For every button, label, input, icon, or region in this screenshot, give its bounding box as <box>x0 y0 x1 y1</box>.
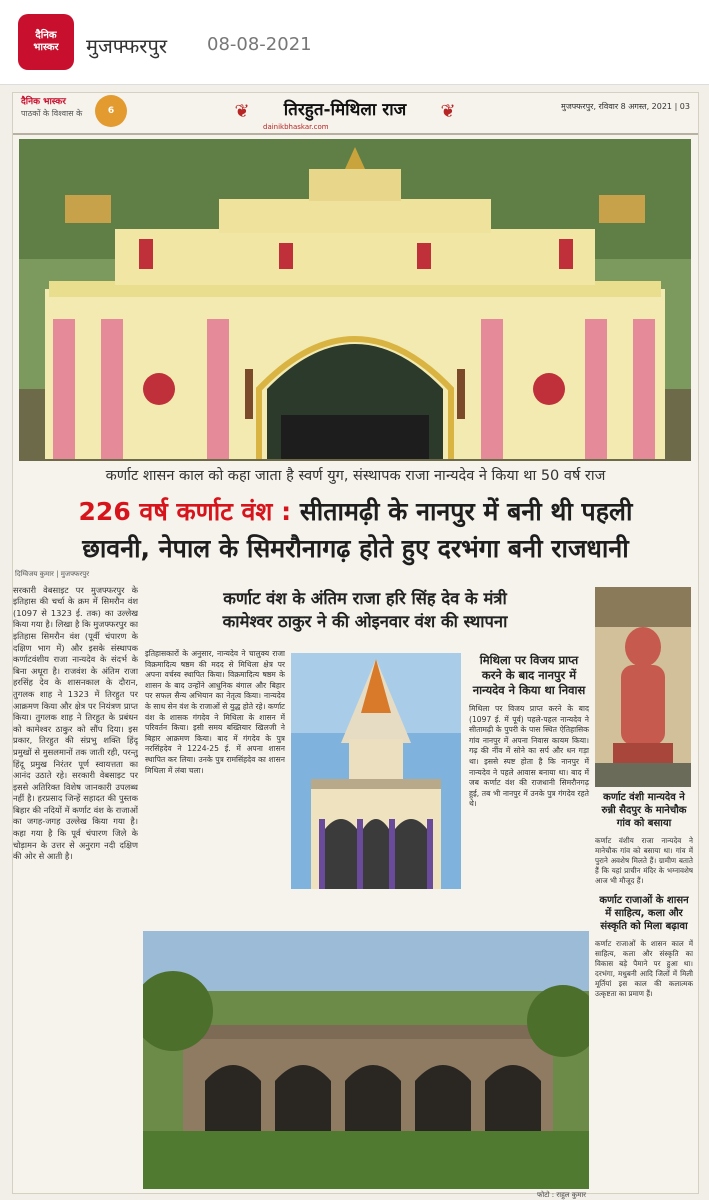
right-heading-2: कर्णाट राजाओं के शासन में साहित्य, कला और संस्कृति को मिला बढ़ावा <box>599 895 689 932</box>
side-story-box <box>469 653 589 810</box>
subheading: कर्णाट वंश के अंतिम राजा हरि सिंह देव के मंत्री कामेश्वर ठाकुर ने की ओइनवार वंश की स्थापना <box>222 589 508 631</box>
temple-photo <box>291 653 461 889</box>
photo-caption: कर्णाट शासन काल को कहा जाता है स्वर्ण युग, संस्थापक राजा नान्यदेव ने किया था 50 वर्ष राज <box>105 468 606 484</box>
right-text-1: कर्णाट वंशीय राजा नान्यदेव ने मानेचौक गांव को बसाया था। गांव में पुराने अवशेष मिलते हैं। ग्रामीण बताते हैं कि यहां प्राचीन मंदिर के भग्नावशेष आज भी मौजूद हैं। <box>595 836 693 885</box>
logo-line-1: दैनिक <box>35 30 57 41</box>
dainik-bhaskar-logo[interactable] <box>18 14 74 70</box>
app-header <box>0 0 709 85</box>
newspaper-page <box>12 92 699 1199</box>
photo-credit: फोटो : राहुल कुमार <box>537 1191 586 1199</box>
article-column-right <box>595 791 693 1191</box>
byline: दिग्विजय कुमार | मुजफ्फरपुर <box>15 570 90 578</box>
headline-line-2: छावनी, नेपाल के सिमरौनागढ़ होते हुए दरभंगा बनी राजधानी <box>82 534 629 563</box>
side-story-text: मिथिला पर विजय प्राप्त करने के बाद (1097 ई. में पूर्व) पहले-पहल नान्यदेव ने सीतामढ़ी के पुपरी के पास स्थित ऐतिहासिक गांव नानपुर में अपना निवास कायम किया। गढ़ की नींव में सोने का सर्प और धन गड़ा था। इससे स्पष्ट होता है कि नानपुर में नान्यदेव ने पहले आवास बनाया था। बाद में जब कर्णाट वंश की राजधानी सिमरौनगढ़ हुई, तब भी नानपुर में उनके पुत्र गंगदेव रहते थे। <box>469 704 589 809</box>
edition-date[interactable]: 08-08-2021 <box>207 34 312 55</box>
logo-line-2: भास्कर <box>33 42 59 53</box>
article-column-middle: इतिहासकारों के अनुसार, नान्यदेव ने चालुक्य राजा विक्रमादित्य षष्ठम की मदद से मिथिला क्षेत्र पर अपना वर्चस्व स्थापित किया। विक्रमादित्य षष्ठम के शासन के बाद उन्होंने आधुनिक बंगाल और बिहार पर सफल सैन्य अभियान का नेतृत्व किया। नान्यदेव के साथ सेन वंश के राजाओं से युद्ध होते रहे। कर्णाट वंश के शासक गंगदेव ने मिथिला के शासन में परिवर्तन किया। इसी समय बख्तियार खिलजी ने बिहार आक्रमण किया। बाद में गंगदेव के पुत्र नरसिंहदेव ने 1224-25 ई. में अपना शासन स्थापित कर लिया। उनके पुत्र रामसिंहदेव का शासन मिथिला में लंबा चला। <box>145 649 285 775</box>
website-url: dainikbhaskar.com <box>263 123 329 131</box>
masthead-brand: दैनिक भास्कर पाठकों के विश्वास के <box>21 97 83 118</box>
page-dateline: मुजफ्फरपुर, रविवार 8 अगस्त, 2021 | 03 <box>561 102 690 111</box>
ruins-photo <box>143 931 589 1189</box>
gate-photo <box>19 139 691 461</box>
headline-line-1: सीतामढ़ी के नानपुर में बनी थी पहली <box>299 497 633 526</box>
idol-photo <box>595 587 691 787</box>
article-column-left <box>13 567 138 1187</box>
right-text-2: कर्णाट राजाओं के शासन काल में साहित्य, कला और संस्कृति का विकास बड़े पैमाने पर हुआ था। दरभंगा, मधुबनी आदि जिलों में मिली मूर्तियां इस काल की कलात्मक उत्कृष्टता का प्रमाण हैं। <box>595 939 693 998</box>
page-masthead <box>13 93 698 135</box>
section-title: तिरहुत-मिथिला राज <box>283 100 407 120</box>
article-text-left: सरकारी वेबसाइट पर मुजफ्फरपुर के इतिहास की चर्चा के क्रम में सिमरौन वंश (1097 से 1323 ई. तक) का उल्लेख किया गया है। लिखा है कि मुजफ्फरपुर का इतिहास सिमरौन वंश (पूर्वी चंपारण के दक्षिण भाग में) और इसके संस्थापक कर्णाटवंशीय राजा नान्यदेव के संदर्भ के बिना अधूरा है। राजवंश के अंतिम राजा हरसिंह देव के शासनकाल के दौरान, तुगलक शाह ने 1323 में तिरहुत पर आक्रमण किया और क्षेत्र पर नियंत्रण प्राप्त किया। तुगलक शाह ने तिरहुत के प्रबंधन को कामेश्वर ठाकुर को सौंप दिया। इस प्रकार, तिरहुत की संप्रभु शक्ति हिंदू प्रमुखों से मुसलमानों तक जाती रही, परन्तु हिंदू प्रमुख निरंतर पूर्ण स्वायत्तता का आनंद उठाते रहे। सरकारी वेबसाइट पर इससे अतिरिक्त विशेष जानकारी उपलब्ध नहीं है। हरप्रसाद जिन्हें सहादत की पुस्तक बिहार की नदियों में कर्णाट वंश के राजाओं का जगह-जगह उल्लेख किया गया है। कहा गया है कि पूर्व चंपारण जिले के चोड़ामन के उत्तर से अनुराग नदी दक्षिण की ओर से आती है। <box>13 584 138 862</box>
edition-city[interactable]: मुजफ्फरपुर <box>86 34 167 58</box>
anniversary-badge: 6 <box>95 95 127 127</box>
headline <box>13 493 698 567</box>
peacock-ornament-icon: ❦ <box>440 101 456 122</box>
headline-kicker: 226 वर्ष कर्णाट वंश : <box>78 497 292 526</box>
peacock-ornament-icon: ❦ <box>234 101 250 122</box>
side-story-heading: मिथिला पर विजय प्राप्त करने के बाद नानपुर में नान्यदेव ने किया था निवास <box>472 653 586 697</box>
idol-caption: कर्णाट वंशी मान्यदेव ने रुन्नी सैदपुर के मानेचौक गांव को बसाया <box>601 792 687 829</box>
